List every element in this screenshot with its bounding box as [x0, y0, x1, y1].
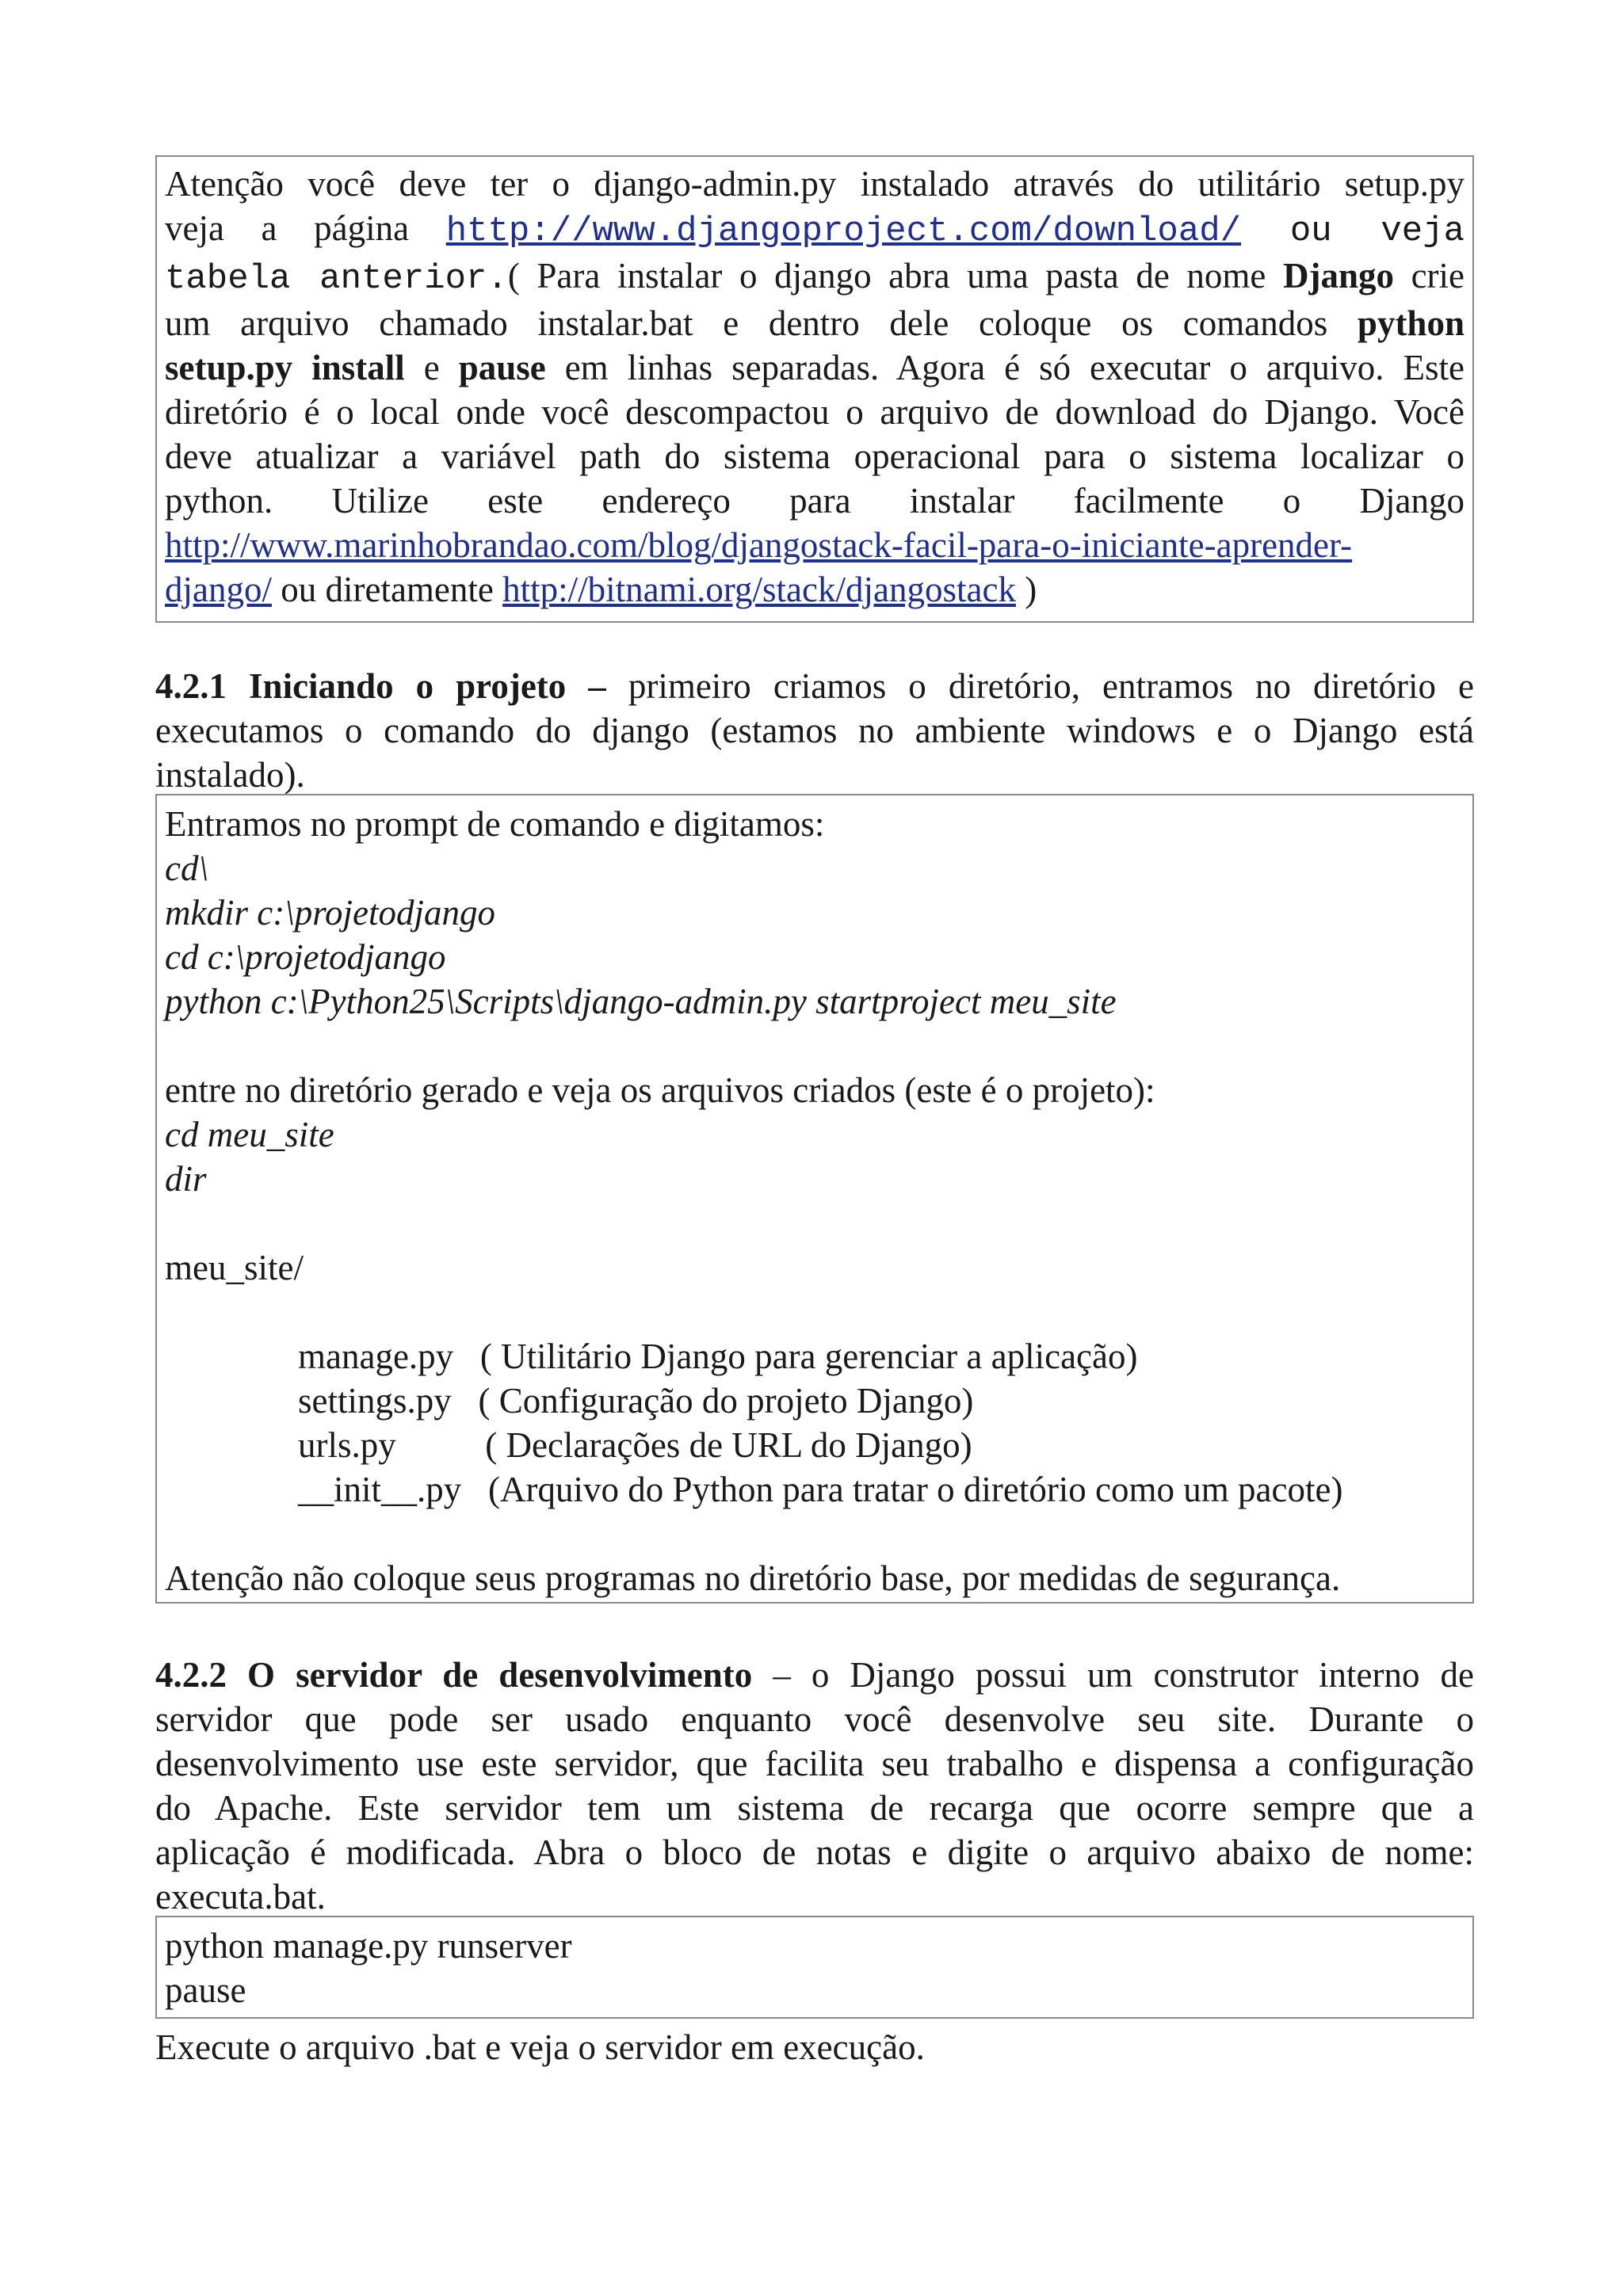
box1-line-7: deve atualizar a variável path do sistema operacional para o sistema localizar o: [165, 437, 1465, 476]
box1-line-3: [165, 254, 1465, 301]
section-4-2-2-line-5: aplicação é modificada. Abra o bloco de notas e digite o arquivo abaixo de nome:: [155, 1833, 1474, 1872]
box2-cmd-cd-root: cd\: [165, 849, 208, 888]
box2-cmd-cd-project: cd c:\projetodjango: [165, 937, 446, 977]
section-4-2-2-heading: 4.2.2 O servidor de desenvolvimento: [155, 1655, 753, 1695]
attention-box: [155, 155, 1474, 623]
box2-intro: Entramos no prompt de comando e digitamos:: [165, 804, 825, 844]
box1-line-10: [165, 567, 1465, 612]
box2-cmd-cd-site: cd meu_site: [165, 1115, 334, 1154]
box1-line-6: diretório é o local onde você descompactou o arquivo de download do Django. Você: [165, 392, 1465, 432]
box2-warning: Atenção não coloque seus programas no diretório base, por medidas de segurança.: [165, 1558, 1341, 1598]
box1-line-2: [165, 206, 1465, 254]
box1-line-4: [165, 301, 1465, 345]
box1-line-5-text: e: [404, 348, 459, 387]
execute-bat-note: [155, 2025, 1474, 2069]
box2-intro-2: entre no diretório gerado e veja os arquivos criados (este é o projeto):: [165, 1070, 1155, 1110]
box1-line-5: [165, 345, 1465, 390]
section-4-2-2: [155, 1653, 1474, 1919]
box2-folder: meu_site/: [165, 1248, 304, 1287]
box1-line-3-mono: tabela anterior.: [165, 259, 508, 299]
box1-line-9: [165, 523, 1465, 567]
box1-line-10-tail: ): [1015, 570, 1037, 609]
box1-line-3-tail: crie: [1393, 256, 1465, 296]
box1-line-2-text: veja a página: [165, 208, 446, 248]
box2-file-urls: urls.py ( Declarações de URL do Django): [298, 1425, 972, 1465]
section-4-2-2-line-1-text: – o Django possui um construtor interno de: [752, 1655, 1474, 1695]
section-4-2-1-line-3: instalado).: [155, 755, 305, 795]
section-4-2-1-heading: 4.2.1 Iniciando o projeto –: [155, 666, 606, 706]
section-4-2-1-line-1-text: primeiro criamos o diretório, entramos no diretório e: [605, 666, 1474, 706]
section-4-2-2-line-3: desenvolvimento use este servidor, que facilita seu trabalho e dispensa a configuração: [155, 1744, 1474, 1783]
box1-line-5-tail: em linhas separadas. Agora é só executar o arquivo. Este: [545, 348, 1465, 387]
box1-pause-bold: pause: [458, 348, 546, 387]
commands-box: [155, 794, 1474, 1604]
box2-cmd-startproject: python c:\Python25\Scripts\django-admin.py startproject meu_site: [165, 982, 1117, 1021]
box2-cmd-dir: dir: [165, 1159, 207, 1199]
box3-cmd-pause: pause: [165, 1970, 246, 2010]
box2-spacer-3: [165, 1290, 1465, 1334]
box1-line-3-text: ( Para instalar o django abra uma pasta de nome: [507, 256, 1283, 296]
section-4-2-2-line-6: executa.bat.: [155, 1877, 326, 1917]
box1-line-2-tail: ou veja: [1241, 212, 1465, 251]
bitnami-link[interactable]: http://bitnami.org/stack/djangostack: [502, 570, 1016, 609]
box1-django-bold: Django: [1282, 256, 1394, 296]
section-4-2-2-line-1: [155, 1653, 1474, 1697]
box2-file-manage: manage.py ( Utilitário Django para gerenciar a aplicação): [298, 1337, 1138, 1376]
djangoproject-download-link[interactable]: http://www.djangoproject.com/download/: [445, 212, 1242, 251]
section-4-2-1: [155, 664, 1474, 797]
box1-line-1: Atenção você deve ter o django-admin.py instalado através do utilitário setup.py: [165, 164, 1465, 204]
box1-line-4-text: um arquivo chamado instalar.bat e dentro dele coloque os comandos: [165, 303, 1358, 343]
box2-spacer-4: [165, 1512, 1465, 1556]
box2-cmd-mkdir: mkdir c:\projetodjango: [165, 893, 496, 933]
section-4-2-1-line-1: [155, 664, 1474, 708]
footer-text: Execute o arquivo .bat e veja o servidor em execução.: [155, 2027, 925, 2067]
marinhobrandao-link[interactable]: http://www.marinhobrandao.com/blog/djangostack-facil-para-o-iniciante-aprender-: [165, 525, 1353, 565]
section-4-2-2-line-2: servidor que pode ser usado enquanto você desenvolve seu site. Durante o: [155, 1699, 1474, 1739]
section-4-2-1-line-2: executamos o comando do django (estamos no ambiente windows e o Django está: [155, 711, 1474, 750]
box3-cmd-runserver: python manage.py runserver: [165, 1926, 572, 1966]
box2-file-init: __init__.py (Arquivo do Python para tratar o diretório como um pacote): [298, 1470, 1343, 1509]
runserver-box: [155, 1916, 1474, 2019]
marinhobrandao-link-continuation[interactable]: django/: [165, 570, 272, 609]
box2-file-settings: settings.py ( Configuração do projeto Django): [298, 1381, 974, 1421]
box2-spacer-2: [165, 1201, 1465, 1245]
box1-line-8: python. Utilize este endereço para instalar facilmente o Django: [165, 481, 1465, 521]
box1-python-bold: python: [1357, 303, 1465, 343]
section-4-2-2-line-4: do Apache. Este servidor tem um sistema de recarga que ocorre sempre que a: [155, 1788, 1474, 1828]
box1-line-10-text: ou diretamente: [271, 570, 503, 609]
box2-spacer-1: [165, 1024, 1465, 1068]
box1-setup-install-bold: setup.py install: [165, 348, 405, 387]
